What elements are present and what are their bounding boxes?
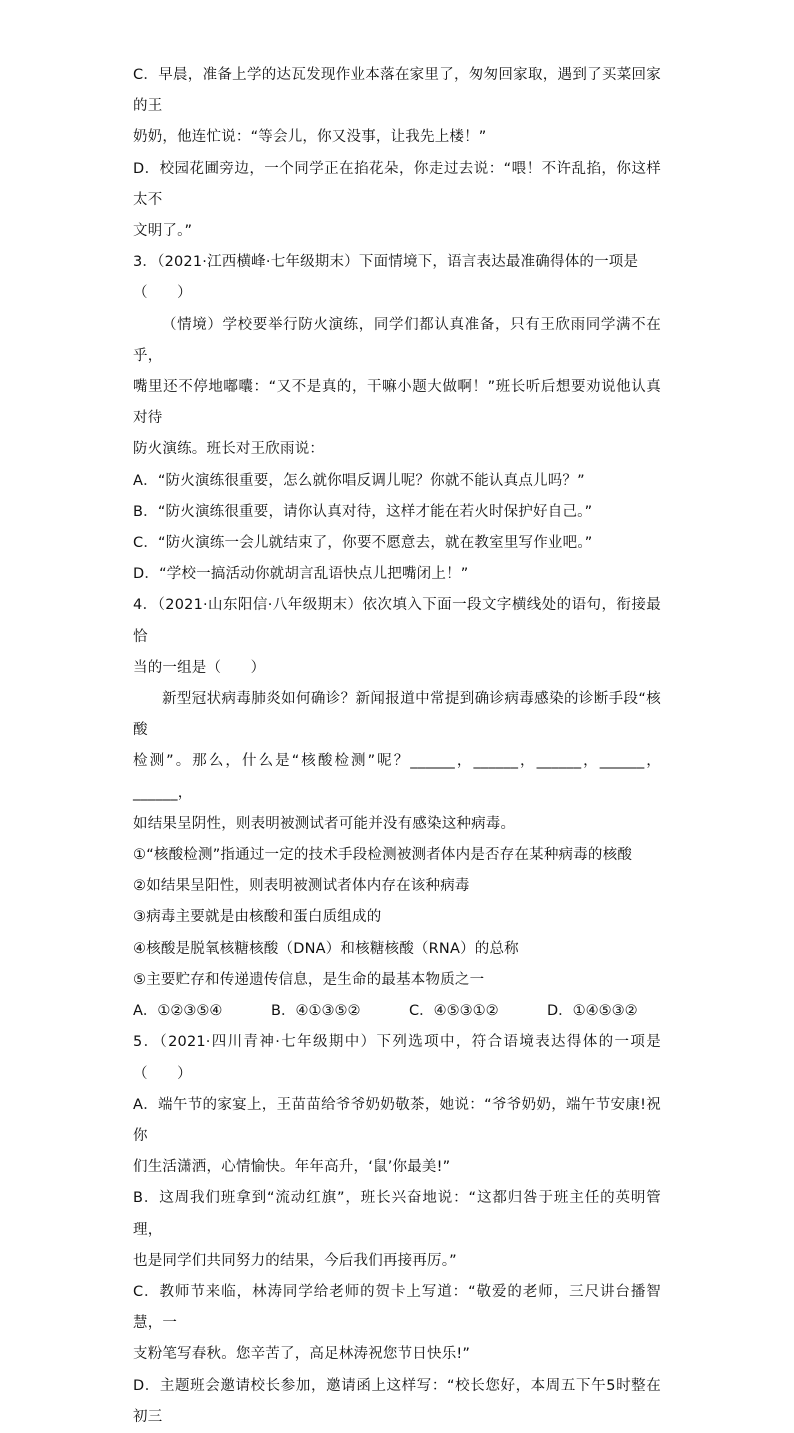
q5-option-b-line1: B．这周我们班拿到“流动红旗”，班长兴奋地说：“这都归咎于班主任的英明管理， — [133, 1190, 661, 1238]
q3-context-line1: （情境）学校要举行防火演练，同学们都认真准备，只有王欣雨同学满不在乎， — [133, 316, 661, 364]
q3-answer-blank: （ ） — [133, 285, 192, 302]
q5-option-a-line1: A．端午节的家宴上，王苗苗给爷爷奶奶敬茶，她说：“爷爷奶奶，端午节安康!祝你 — [133, 1096, 661, 1144]
q2-option-d-line1: D．校园花圃旁边，一个同学正在掐花朵，你走过去说：“喂！不许乱掐，你这样太不 — [133, 160, 661, 208]
q2-option-d-line2: 文明了。” — [133, 223, 193, 240]
q3-context-line3: 防火演练。班长对王欣雨说： — [133, 441, 325, 458]
q4-sentence-2: ②如结果呈阳性，则表明被测试者体内存在该种病毒 — [133, 878, 470, 895]
q5-option-a-line2: 们生活潇洒，心情愉快。年年高升，‘鼠’你最美!” — [133, 1159, 451, 1176]
q4-passage-line1: 新型冠状病毒肺炎如何确诊？新闻报道中常提到确诊病毒感染的诊断手段“核酸 — [133, 691, 661, 739]
q4-option-c: C．④⑤③①② — [409, 1003, 499, 1020]
q4-passage-line3: 如结果呈阴性，则表明被测试者可能并没有感染这种病毒。 — [133, 815, 516, 832]
q4-sentence-4: ④核酸是脱氧核糖核酸（DNA）和核糖核酸（RNA）的总称 — [133, 940, 519, 957]
q5-option-b-line2: 也是同学们共同努力的结果，今后我们再接再厉。” — [133, 1252, 457, 1269]
q4-sentence-5: ⑤主要贮存和传递遗传信息，是生命的最基本物质之一 — [133, 971, 485, 988]
q4-passage-line2: 检测”。那么，什么是“核酸检测”呢？______，______，______，______，______， — [133, 753, 661, 801]
q4-sentence-1: ①“核酸检测”指通过一定的技术手段检测被测者体内是否存在某种病毒的核酸 — [133, 847, 633, 864]
q4-stem-line2: 当的一组是（ ） — [133, 659, 266, 676]
q4-sentence-3: ③病毒主要就是由核酸和蛋白质组成的 — [133, 909, 382, 926]
q5-option-c-line1: C．教师节来临，林涛同学给老师的贺卡上写道：“敬爱的老师，三尺讲台播智慧，一 — [133, 1283, 661, 1332]
q4-stem-line1: 4．（2021·山东阳信·八年级期末）依次填入下面一段文字横线处的语句，衔接最恰 — [133, 597, 661, 645]
q3-option-c: C．“防火演练一会儿就结束了，你要不愿意去，就在教室里写作业吧。” — [133, 535, 593, 552]
q2-option-c-line2: 奶奶，他连忙说：“等会儿，你又没事，让我先上楼！” — [133, 129, 487, 146]
q3-context-line2: 嘴里还不停地嘟囔：“又不是真的，干嘛小题大做啊！”班长听后想要劝说他认真对待 — [133, 379, 661, 427]
q3-option-a: A．“防火演练很重要，怎么就你唱反调儿呢？你就不能认真点儿吗？” — [133, 472, 585, 489]
q4-options — [133, 996, 661, 1027]
page-content — [133, 60, 661, 1433]
q4-option-b: B．④①③⑤② — [271, 1003, 361, 1020]
q3-option-b: B．“防火演练很重要，请你认真对待，这样才能在若火时保护好自己。” — [133, 503, 593, 520]
q3-stem: 3．（2021·江西横峰·七年级期末）下面情境下，语言表达最准确得体的一项是 — [133, 254, 639, 271]
q5-stem: 5．（2021·四川青神·七年级期中）下列选项中，符合语境表达得体的一项是（ ） — [133, 1034, 661, 1082]
q5-option-c-line2: 支粉笔写春秋。您辛苦了，高足林涛祝您节日快乐!” — [133, 1346, 471, 1363]
q4-option-a: A．①②③⑤④ — [133, 1003, 223, 1020]
q3-option-d: D．“学校一搞活动你就胡言乱语快点儿把嘴闭上！” — [133, 566, 469, 583]
q4-option-d: D．①④⑤③② — [547, 1003, 638, 1020]
q5-option-d-line1: D．主题班会邀请校长参加，邀请函上这样写：“校长您好，本周五下午5时整在初三 — [133, 1377, 661, 1425]
q2-option-c-line1: C．早晨，准备上学的达瓦发现作业本落在家里了，匆匆回家取，遇到了买菜回家的王 — [133, 67, 661, 115]
